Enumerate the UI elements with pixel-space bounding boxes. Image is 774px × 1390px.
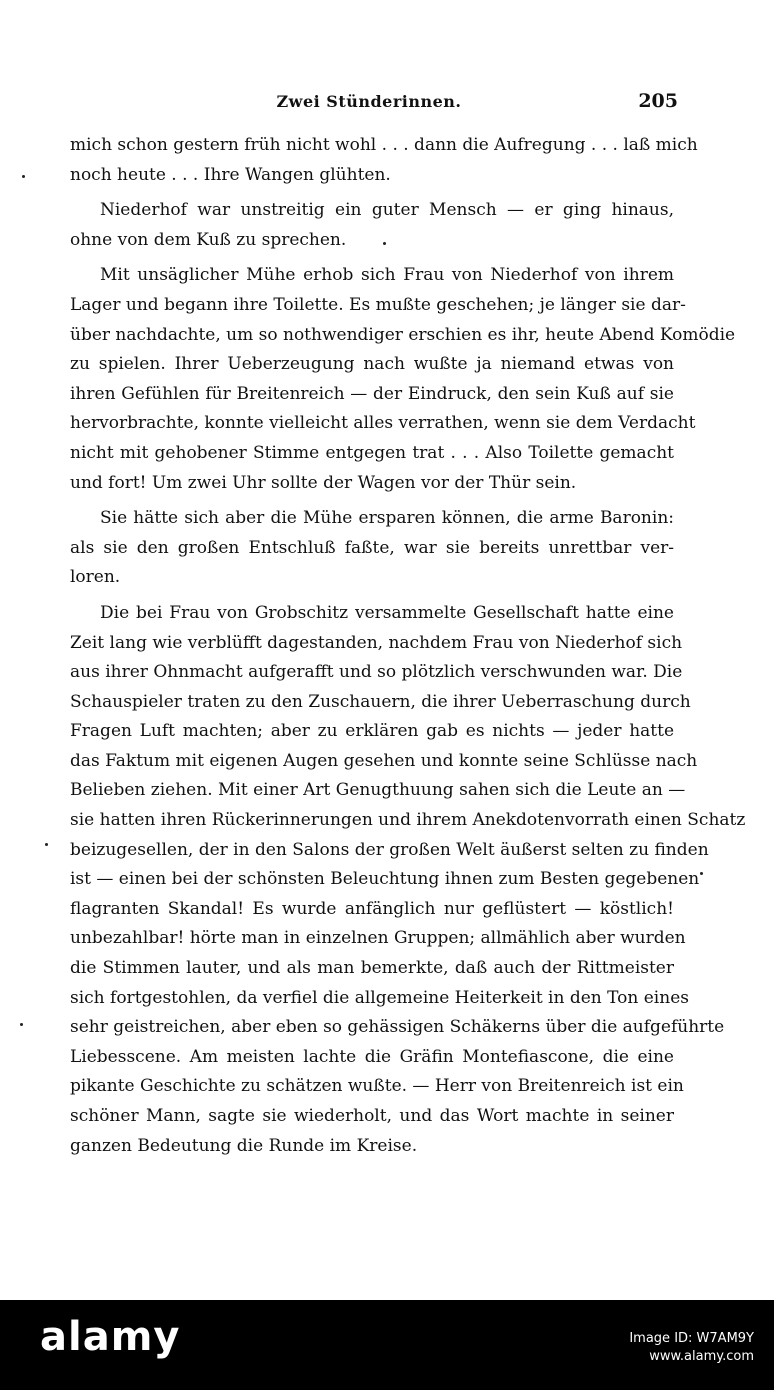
- paragraph: [70, 131, 698, 190]
- text-line: sich fortgestohlen, da verfiel die allgemeine Heiterkeit in den Ton eines: [70, 987, 689, 1008]
- text-line: das Faktum mit eigenen Augen gesehen und konnte seine Schlüsse nach: [70, 750, 698, 771]
- text-line: beizugesellen, der in den Salons der großen Welt äußerst selten zu finden: [70, 839, 709, 860]
- text-line: Belieben ziehen. Mit einer Art Genugthuung sahen sich die Leute an —: [70, 780, 686, 801]
- text-line: loren.: [70, 567, 121, 588]
- text-line: ohne von dem Kuß zu sprechen.: [70, 229, 347, 250]
- image-id-label: Image ID: W7AM9Y: [629, 1331, 754, 1346]
- text-line: Niederhof war unstreitig ein guter Mensch — er ging hinaus,: [100, 200, 674, 221]
- text-line: noch heute . . . Ihre Wangen glühten.: [70, 164, 391, 185]
- text-line: Sie hätte sich aber die Mühe ersparen können, die arme Baronin:: [100, 508, 674, 529]
- text-line: Liebesscene. Am meisten lachte die Gräfin Montefiascone, die eine: [70, 1046, 674, 1067]
- scan-speck: [700, 872, 703, 875]
- footer-meta: [629, 1330, 754, 1366]
- running-head: [60, 92, 678, 114]
- text-line: nicht mit gehobener Stimme entgegen trat . . . Also Toilette gemacht: [70, 442, 674, 463]
- scan-speck: [22, 175, 25, 178]
- text-line: Schauspieler traten zu den Zuschauern, die ihrer Ueberraschung durch: [70, 691, 691, 712]
- text-line: pikante Geschichte zu schätzen wußte. — Herr von Breitenreich ist ein: [70, 1076, 684, 1097]
- text-line: Lager und begann ihre Toilette. Es mußte geschehen; je länger sie dar-: [70, 294, 686, 315]
- text-line: schöner Mann, sagte sie wiederholt, und das Wort machte in seiner: [70, 1106, 674, 1126]
- running-title: Zwei Stünderinnen.: [276, 92, 462, 111]
- text-line: die Stimmen lauter, und als man bemerkte, daß auch der Rittmeister: [70, 958, 674, 979]
- text-line: sehr geistreichen, aber eben so gehässigen Schäkerns über die aufgeführte: [70, 1017, 725, 1038]
- text-line: Die bei Frau von Grobschitz versammelte Gesellschaft hatte eine: [100, 602, 674, 623]
- alamy-logo: alamy: [40, 1314, 181, 1360]
- text-line: aus ihrer Ohnmacht aufgerafft und so plötzlich verschwunden war. Die: [70, 662, 683, 683]
- text-line: ganzen Bedeutung die Runde im Kreise.: [70, 1135, 418, 1156]
- text-line: als sie den großen Entschluß faßte, war sie bereits unrettbar ver-: [70, 537, 674, 558]
- text-line: Mit unsäglicher Mühe erhob sich Frau von Niederhof von ihrem: [100, 265, 674, 286]
- site-url: www.alamy.com: [649, 1349, 754, 1364]
- paragraph: [70, 599, 746, 1161]
- text-line: und fort! Um zwei Uhr sollte der Wagen vor der Thür sein.: [70, 472, 577, 493]
- text-line: flagranten Skandal! Es wurde anfänglich nur geflüstert — köstlich!: [70, 898, 674, 919]
- text-line: unbezahlbar! hörte man in einzelnen Gruppen; allmählich aber wurden: [70, 928, 686, 949]
- text-line: ihren Gefühlen für Breitenreich — der Eindruck, den sein Kuß auf sie: [70, 383, 674, 404]
- scan-speck: [45, 843, 48, 846]
- scan-speck: [20, 1023, 23, 1026]
- page-number: 205: [638, 90, 678, 112]
- text-line: über nachdachte, um so nothwendiger erschien es ihr, heute Abend Komödie: [70, 324, 736, 345]
- body-text: [70, 131, 746, 1167]
- paragraph: [70, 261, 736, 498]
- watermark-footer: [0, 1300, 774, 1390]
- text-line: mich schon gestern früh nicht wohl . . . dann die Aufregung . . . laß mich: [70, 135, 698, 155]
- paragraph: [70, 196, 674, 255]
- scan-speck: [383, 242, 386, 245]
- text-line: Fragen Luft machten; aber zu erklären gab es nichts — jeder hatte: [70, 721, 674, 742]
- text-line: sie hatten ihren Rückerinnerungen und ihrem Anekdotenvorrath einen Schatz: [70, 810, 746, 831]
- paragraph: [70, 504, 674, 593]
- text-line: ist — einen bei der schönsten Beleuchtung ihnen zum Besten gegebenen: [70, 869, 700, 890]
- text-line: zu spielen. Ihrer Ueberzeugung nach wußte ja niemand etwas von: [70, 354, 674, 375]
- text-line: Zeit lang wie verblüfft dagestanden, nachdem Frau von Niederhof sich: [70, 632, 683, 653]
- text-line: hervorbrachte, konnte vielleicht alles verrathen, wenn sie dem Verdacht: [70, 413, 696, 434]
